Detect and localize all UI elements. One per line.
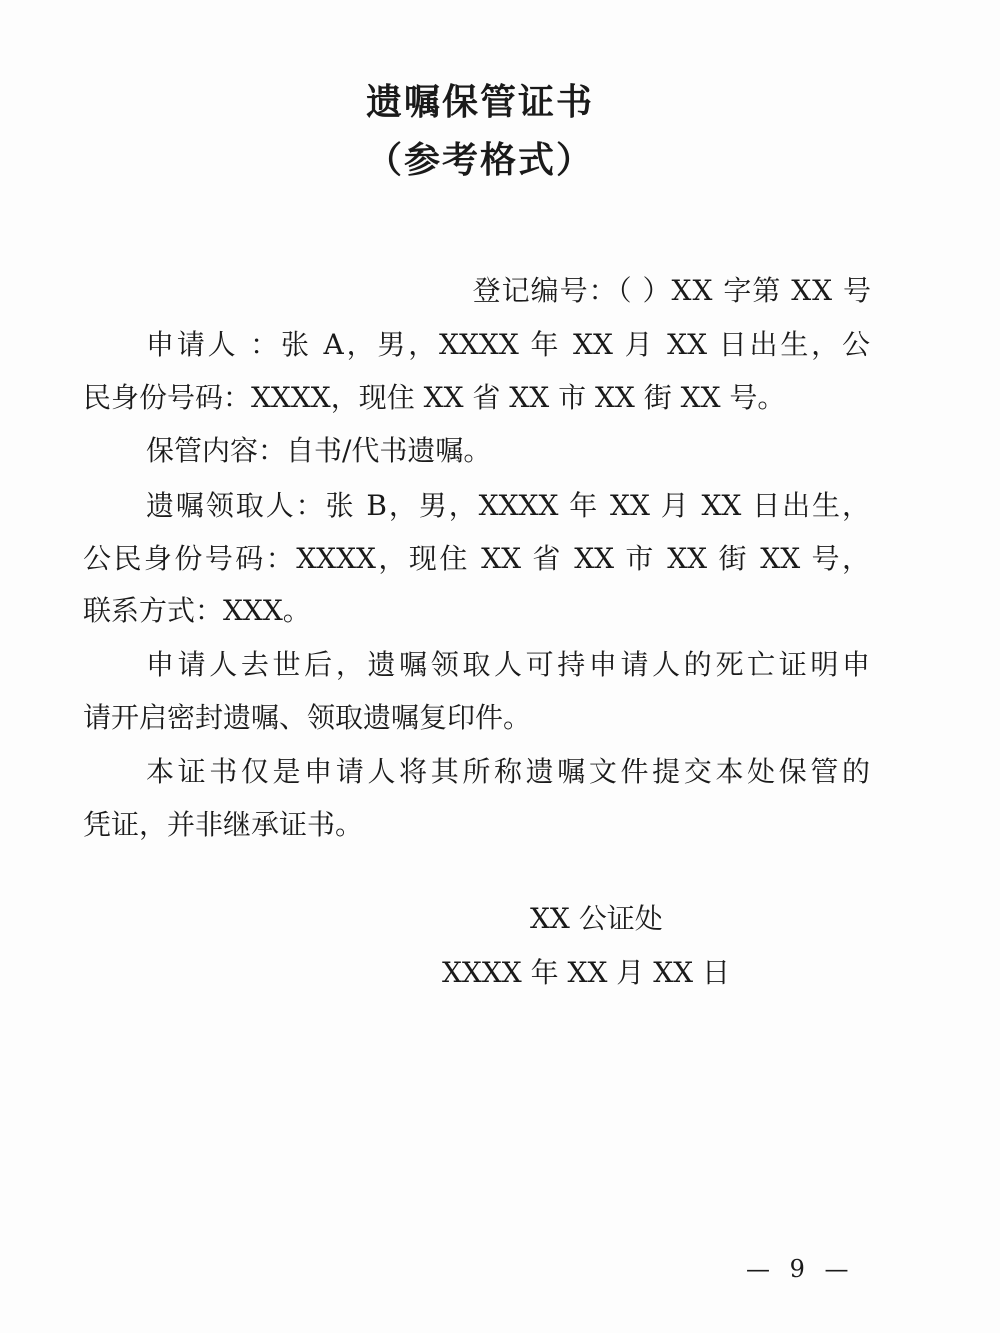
after-death-line-1: 申请人去世后，遗嘱领取人可持申请人的死亡证明申	[146, 648, 870, 681]
custody-content: 保管内容：自书/代书遗嘱。	[146, 434, 492, 467]
document-subtitle: （参考格式）	[365, 140, 594, 181]
signature-office: XX 公证处	[530, 902, 663, 935]
page-number: — 9 —	[746, 1255, 855, 1283]
registration-number: 登记编号：（ ）XX 字第 XX 号	[472, 274, 872, 307]
signature-date: XXXX 年 XX 月 XX 日	[442, 956, 730, 989]
applicant-line-1: 申请人 ：张 A，男，XXXX 年 XX 月 XX 日出生，公	[146, 328, 870, 361]
note-line-1: 本证书仅是申请人将其所称遗嘱文件提交本处保管的	[146, 755, 870, 788]
applicant-line-2: 民身份号码：XXXX，现住 XX 省 XX 市 XX 街 XX 号。	[83, 381, 786, 414]
note-line-2: 凭证，并非继承证书。	[83, 808, 364, 841]
recipient-line-2: 公民身份号码：XXXX，现住 XX 省 XX 市 XX 街 XX 号，	[83, 542, 870, 575]
recipient-line-3: 联系方式：XXX。	[83, 594, 311, 627]
document-title: 遗嘱保管证书	[365, 82, 594, 123]
after-death-line-2: 请开启密封遗嘱、领取遗嘱复印件。	[83, 701, 532, 734]
recipient-line-1: 遗嘱领取人：张 B，男，XXXX 年 XX 月 XX 日出生，	[146, 489, 870, 522]
